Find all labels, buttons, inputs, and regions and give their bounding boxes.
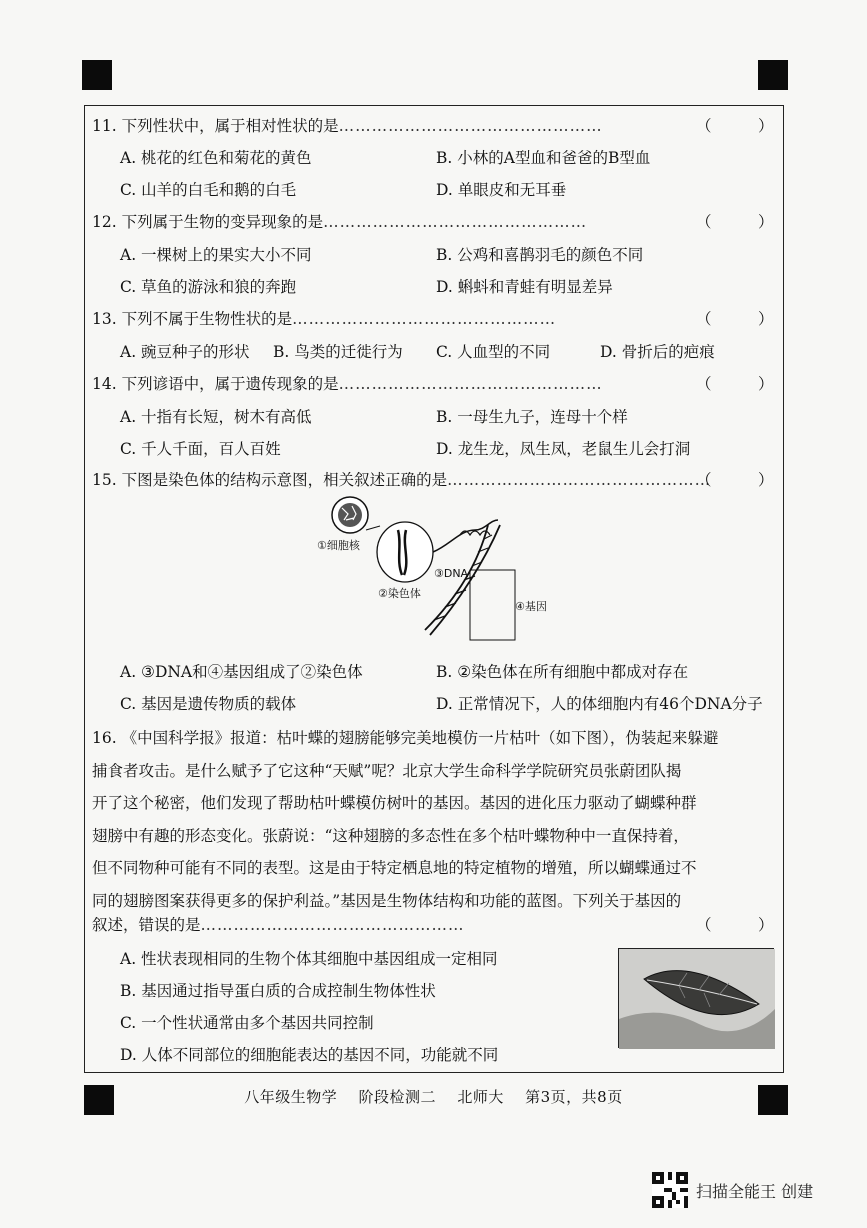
page-footer [0, 1086, 867, 1107]
label-chromosome: ②染色体 [378, 587, 421, 600]
option-14-d: D. 龙生龙，凤生凤，老鼠生儿会打洞 [436, 440, 691, 458]
label-nucleus: ①细胞核 [317, 539, 360, 552]
option-14-a: A. 十指有长短，树木有高低 [120, 408, 312, 426]
option-15-b: B. ②染色体在所有细胞中都成对存在 [436, 663, 689, 681]
question-11-stem: 11. 下列性状中，属于相对性状的是………………………………………… [92, 117, 603, 135]
option-16-b: B. 基因通过指导蛋白质的合成控制生物体性状 [120, 982, 436, 1000]
option-12-a: A. 一棵树上的果实大小不同 [120, 246, 312, 264]
option-11-d: D. 单眼皮和无耳垂 [436, 181, 567, 199]
passage-line: 翅膀中有趣的形态变化。张蔚说：“这种翅膀的多态性在多个枯叶蝶物种中一直保持着， [92, 826, 689, 845]
scanner-watermark [652, 1172, 813, 1208]
passage-line: 16. 《中国科学报》报道：枯叶蝶的翅膀能够完美地模仿一片枯叶（如下图），伪装起来躲避 [92, 729, 719, 747]
answer-blank-13[interactable]: （ ） [696, 310, 774, 328]
dead-leaf-butterfly-photo [618, 948, 774, 1048]
option-11-c: C. 山羊的白毛和鹅的白毛 [120, 181, 297, 199]
qr-code-icon [652, 1172, 688, 1208]
question-15-stem: 15. 下图是染色体的结构示意图，相关叙述正确的是………………………………………… [92, 471, 712, 489]
option-11-b: B. 小林的A型血和爸爸的B型血 [436, 149, 651, 167]
question-16-passage [92, 722, 782, 917]
corner-marker-top-left [82, 60, 112, 90]
footer-grade: 八年级生物学 [244, 1088, 338, 1106]
option-12-c: C. 草鱼的游泳和狼的奔跑 [120, 278, 297, 296]
chromosome-diagram [310, 490, 547, 645]
option-12-b: B. 公鸡和喜鹊羽毛的颜色不同 [436, 246, 644, 264]
option-16-d: D. 人体不同部位的细胞能表达的基因不同，功能就不同 [120, 1046, 499, 1064]
question-13-stem: 13. 下列不属于生物性状的是………………………………………… [92, 310, 557, 328]
footer-edition: 北师大 [457, 1088, 504, 1106]
scanner-text: 扫描全能王 创建 [696, 1181, 814, 1201]
answer-blank-12[interactable]: （ ） [696, 213, 774, 231]
question-14-stem: 14. 下列谚语中，属于遗传现象的是………………………………………… [92, 375, 603, 393]
label-dna: ③DNA [434, 567, 469, 580]
answer-blank-11[interactable]: （ ） [696, 117, 774, 135]
option-13-d: D. 骨折后的疤痕 [600, 343, 715, 361]
answer-blank-15[interactable]: （ ） [696, 471, 774, 489]
option-13-b: B. 鸟类的迁徙行为 [273, 343, 403, 361]
footer-stage: 阶段检测二 [358, 1088, 437, 1106]
option-12-d: D. 蝌蚪和青蛙有明显差异 [436, 278, 613, 296]
question-16-stem-end: 叙述，错误的是………………………………………… [92, 916, 465, 934]
option-15-c: C. 基因是遗传物质的载体 [120, 695, 297, 713]
question-12-stem: 12. 下列属于生物的变异现象的是………………………………………… [92, 213, 588, 231]
option-15-d: D. 正常情况下，人的体细胞内有46个DNA分子 [436, 695, 763, 713]
passage-line: 捕食者攻击。是什么赋予了它这种“天赋”呢？北京大学生命科学学院研究员张蔚团队揭 [92, 761, 682, 780]
answer-blank-16[interactable]: （ ） [696, 916, 774, 934]
option-16-c: C. 一个性状通常由多个基因共同控制 [120, 1014, 374, 1032]
label-gene: ④基因 [515, 600, 547, 613]
corner-marker-top-right [758, 60, 788, 90]
option-15-a: A. ③DNA和④基因组成了②染色体 [120, 663, 363, 681]
passage-line: 但不同物种可能有不同的表型。这是由于特定栖息地的特定植物的增殖，所以蝴蝶通过不 [92, 859, 697, 877]
option-13-a: A. 豌豆种子的形状 [120, 343, 250, 361]
option-14-c: C. 千人千面，百人百姓 [120, 440, 281, 458]
passage-line: 开了这个秘密，他们发现了帮助枯叶蝶模仿树叶的基因。基因的进化压力驱动了蝴蝶种群 [92, 794, 697, 812]
option-13-c: C. 人血型的不同 [436, 343, 551, 361]
option-14-b: B. 一母生九子，连母十个样 [436, 408, 628, 426]
option-16-a: A. 性状表现相同的生物个体其细胞中基因组成一定相同 [120, 950, 498, 968]
passage-line: 同的翅膀图案获得更多的保护利益。”基因是生物体结构和功能的蓝图。下列关于基因的 [92, 891, 682, 910]
answer-blank-14[interactable]: （ ） [696, 375, 774, 393]
option-11-a: A. 桃花的红色和菊花的黄色 [120, 149, 312, 167]
footer-page-number: 第3页，共8页 [525, 1088, 623, 1106]
